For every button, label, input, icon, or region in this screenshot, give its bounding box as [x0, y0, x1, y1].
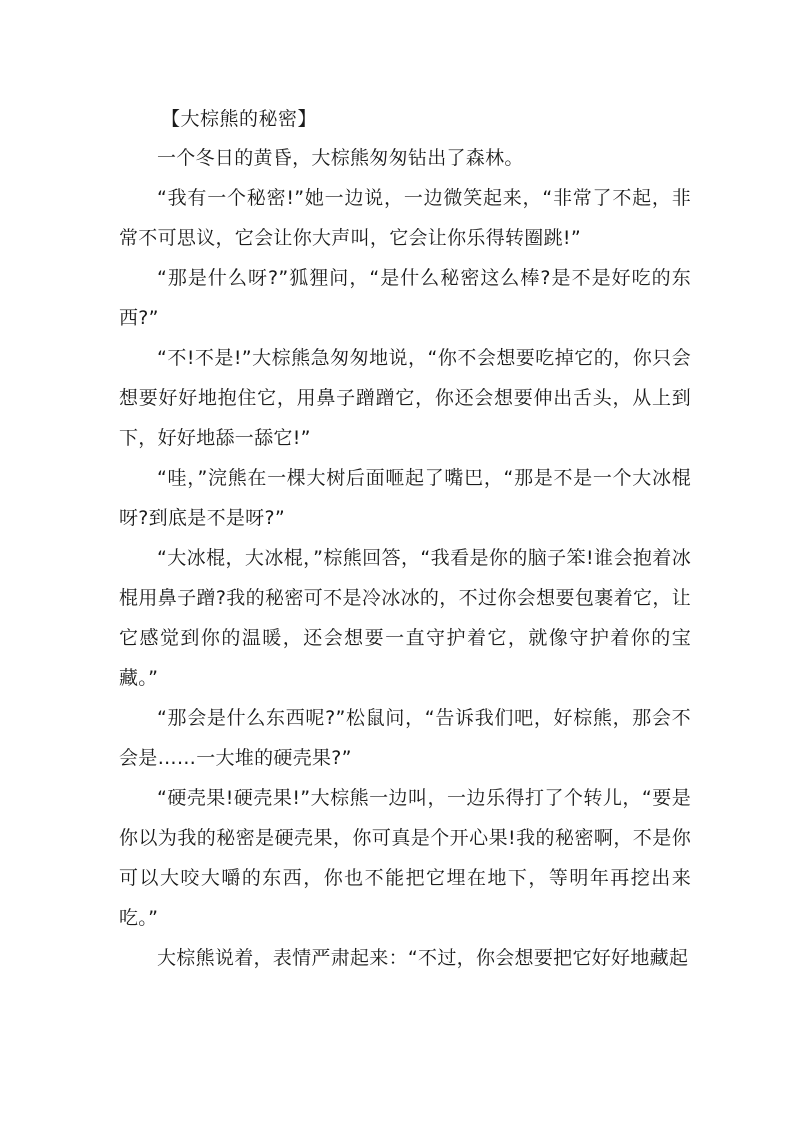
paragraph: “那会是什么东西呢?”松鼠问，“告诉我们吧，好棕熊，那会不会是……一大堆的硬壳果?”: [119, 707, 691, 769]
document-body: [119, 100, 691, 978]
paragraph: “硬壳果!硬壳果!”大棕熊一边叫，一边乐得打了个转儿，“要是你以为我的秘密是硬壳果，你可真是个开心果!我的秘密啊，不是你可以大咬大嚼的东西，你也不能把它埋在地下，等明年再挖出来吃。”: [119, 787, 691, 929]
paragraph: “大冰棍，大冰棍，”棕熊回答，“我看是你的脑子笨!谁会抱着冰棍用鼻子蹭?我的秘密可不是冷冰冰的，不过你会想要包裹着它，让它感觉到你的温暖，还会想要一直守护着它，就像守护着你的宝藏。”: [119, 547, 691, 689]
paragraph: 大棕熊说着，表情严肃起来：“不过，你会想要把它好好地藏起: [157, 947, 689, 969]
paragraph: “那是什么呀?”狐狸问，“是什么秘密这么棒?是不是好吃的东西?”: [119, 267, 691, 329]
document-title: 【大棕熊的秘密】: [161, 108, 318, 130]
paragraph: “不!不是!”大棕熊急匆匆地说，“你不会想要吃掉它的，你只会想要好好地抱住它，用鼻子蹭蹭它，你还会想要伸出舌头，从上到下，好好地舔一舔它!”: [119, 347, 691, 449]
paragraph: “我有一个秘密!”她一边说，一边微笑起来，“非常了不起，非常不可思议，它会让你大声叫，它会让你乐得转圈跳!”: [119, 187, 691, 249]
paragraph: 一个冬日的黄昏，大棕熊匆匆钻出了森林。: [157, 147, 524, 169]
paragraph: “哇，”浣熊在一棵大树后面咂起了嘴巴，“那是不是一个大冰棍呀?到底是不是呀?”: [119, 467, 691, 529]
